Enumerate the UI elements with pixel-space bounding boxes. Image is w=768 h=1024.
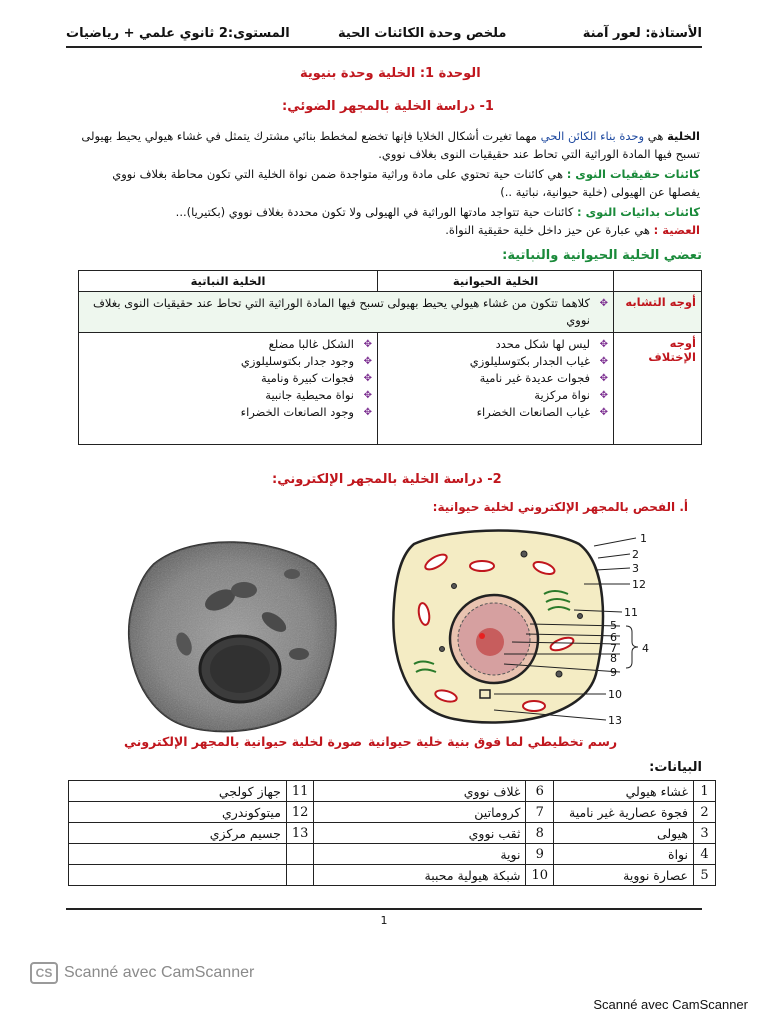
prokaryote-term: كائنات بدائيات النوى : — [577, 205, 700, 219]
list-item: ✥ فجوات كبيرة ونامية — [84, 370, 372, 387]
camscanner-watermark — [30, 962, 254, 984]
list-item: ✥ نواة محيطية جانبية — [84, 387, 372, 404]
svg-text:3: 3 — [632, 562, 639, 575]
list-item: ✥ ليس لها شكل محدد — [383, 336, 608, 353]
page-number: 1 — [380, 914, 388, 927]
svg-text:4: 4 — [642, 642, 649, 655]
list-item: ✥ الشكل غالبا مضلع — [84, 336, 372, 353]
difference-label: أوجه الإختلاف — [614, 333, 702, 445]
plant-differences — [84, 336, 372, 421]
svg-text:8: 8 — [610, 652, 617, 665]
svg-text:10: 10 — [608, 688, 622, 701]
animal-differences — [383, 336, 608, 421]
cell-term: الخلية — [667, 129, 700, 143]
section1-title: 1- دراسة الخلية بالمجهر الضوئي: — [282, 99, 494, 114]
organelle-term: العضية : — [653, 223, 700, 237]
footer-text: Scanné avec CamScanner — [593, 997, 748, 1012]
list-item: ✥ غياب الجدار بكتوسليلوزي — [383, 353, 608, 370]
legend-table — [68, 780, 716, 886]
svg-text:1: 1 — [640, 532, 647, 545]
unit-title: الوحدة 1: الخلية وحدة بنيوية — [300, 66, 481, 81]
svg-text:13: 13 — [608, 714, 622, 727]
page-header — [66, 26, 702, 42]
animal-cell-header: الخلية الحيوانية — [378, 271, 614, 292]
list-item: ✥ نواة مركزية — [383, 387, 608, 404]
header-divider — [66, 46, 702, 48]
electron-micrograph — [124, 534, 342, 734]
teacher-name: الأستاذة: لعور آمنة — [582, 26, 702, 41]
table-row: 1 غشاء هيولي 6 غلاف نووي 11 جهاز كولجي — [69, 781, 716, 802]
document-title: ملخص وحدة الكائنات الحية — [338, 26, 507, 41]
similarity-label: أوجه التشابه — [614, 292, 702, 333]
similarity-text: ✥ كلاهما تتكون من غشاء هيولي يحيط بهيولى تسبح فيها المادة الوراثية التي تحاط عند حقيقيات النوى بغلاف نووي — [84, 295, 608, 329]
list-item: ✥ غياب الصانعات الخضراء — [383, 404, 608, 421]
svg-text:11: 11 — [624, 606, 638, 619]
table-row: 2 فجوة عصارية غير نامية 7 كروماتين 12 ميتوكوندري — [69, 802, 716, 823]
table-row: 3 هيولى 8 ثقب نووي 13 جسيم مركزي — [69, 823, 716, 844]
svg-text:7: 7 — [610, 642, 617, 655]
comparison-intro: تعضي الخلية الحيوانية والنباتية: — [502, 248, 702, 263]
table-row: 4 نواة 9 نوية — [69, 844, 716, 865]
watermark-text: Scanné avec CamScanner — [64, 964, 255, 981]
micrograph-caption: صورة لخلية حيوانية بالمجهر الإلكتروني — [124, 734, 363, 749]
class-level: المستوى:2 ثانوي علمي + رياضيات — [66, 26, 290, 41]
list-item: ✥ فجوات عديدة غير نامية — [383, 370, 608, 387]
list-item: ✥ وجود جدار بكتوسليلوزي — [84, 353, 372, 370]
corner-cell — [614, 271, 702, 292]
diagram-number-labels — [608, 532, 649, 727]
footer-divider — [66, 908, 702, 910]
diagram-caption: رسم تخطيطي لما فوق بنية خلية حيوانية — [368, 734, 618, 749]
prokaryote-definition: كائنات بدائيات النوى : كائنات حية تتواجد مادتها الوراثية في الهيولى ولا تكون محددة بغلاف نووي (بكتيريا)... — [175, 205, 700, 219]
comparison-table — [78, 270, 702, 445]
cell-unit-term: وحدة بناء الكائن الحي — [540, 129, 645, 143]
cell-ultrastructure-diagram — [384, 524, 664, 729]
similarity-row — [79, 292, 702, 333]
svg-text:6: 6 — [610, 631, 617, 644]
difference-row — [79, 333, 702, 445]
cell-definition: الخلية هي وحدة بناء الكائن الحي مهما تغيرت أشكال الخلايا فإنها تخضع لمخطط بنائي مشترك يتمثل في غشاء هيولي يحيط بهيولى تسبح فيها المادة الوراثية التي تحاط عند حقيقيات النوى بغلاف نووي. — [81, 129, 700, 161]
list-item: ✥ وجود الصانعات الخضراء — [84, 404, 372, 421]
plant-cell-header: الخلية النباتية — [79, 271, 378, 292]
section2-subtitle: أ. الفحص بالمجهر الإلكتروني لخلية حيوانية: — [432, 500, 688, 514]
table-row: 5 عصارة نووية 10 شبكة هيولية محببة — [69, 865, 716, 886]
section2-title: 2- دراسة الخلية بالمجهر الإلكتروني: — [272, 472, 502, 487]
eukaryote-term: كائنات حقيقيات النوى : — [566, 167, 700, 181]
svg-text:9: 9 — [610, 666, 617, 679]
svg-text:5: 5 — [610, 619, 617, 632]
svg-text:12: 12 — [632, 578, 646, 591]
svg-text:2: 2 — [632, 548, 639, 561]
eukaryote-definition: كائنات حقيقيات النوى : هي كائنات حية تحتوي على مادة وراثية متواجدة ضمن نواة الخلية التي تكون محاطة بغلاف نووي يفصلها عن الهيولى (خلية حيوانية، نباتية ..) — [112, 167, 700, 199]
camscanner-logo-icon: CS — [30, 962, 58, 984]
legend-title: البيانات: — [649, 760, 702, 775]
organelle-definition: العضية : هي عبارة عن حيز داخل خلية حقيقية النواة. — [445, 223, 700, 237]
